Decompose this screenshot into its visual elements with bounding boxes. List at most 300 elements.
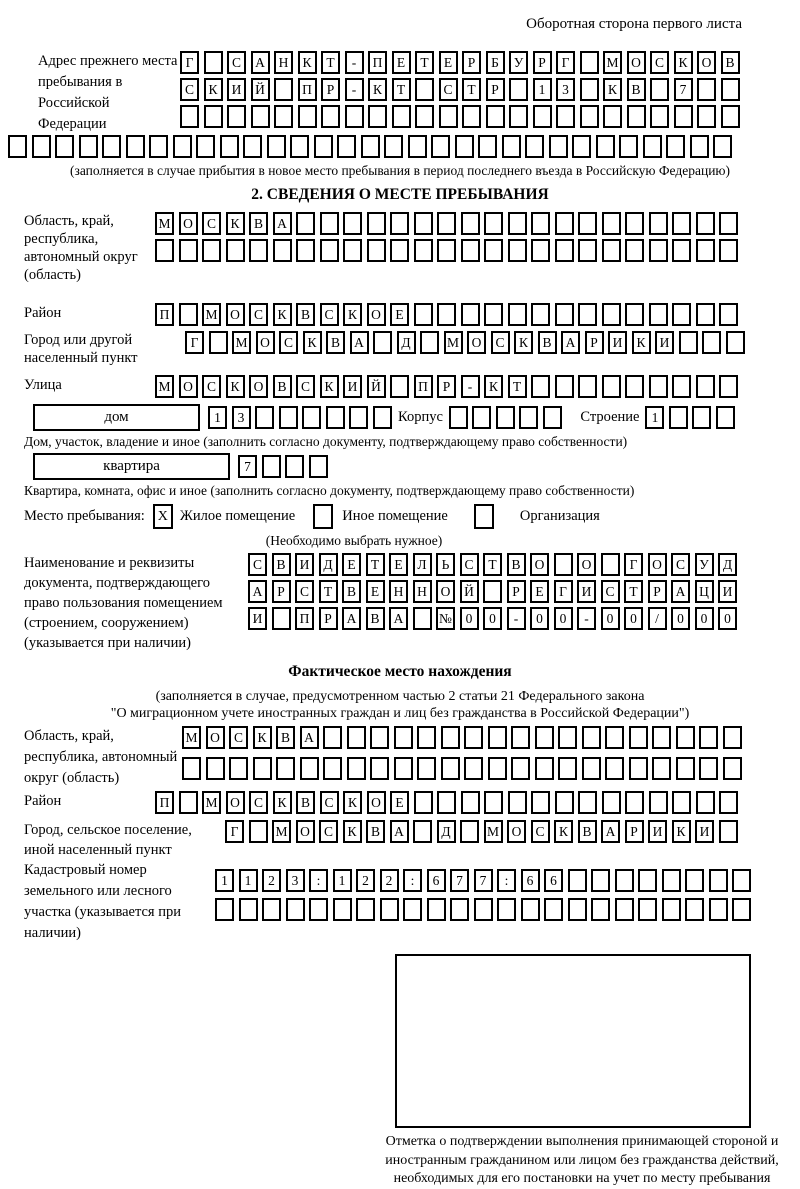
- char-box: [699, 757, 718, 780]
- char-box: [629, 726, 648, 749]
- stay-type-option-zhiloe: Жилое помещение: [179, 508, 296, 524]
- char-box: [676, 726, 695, 749]
- char-box: П: [155, 791, 174, 814]
- char-box: [679, 331, 698, 354]
- char-box: [580, 51, 599, 74]
- char-box: [347, 726, 366, 749]
- char-box: [672, 303, 691, 326]
- char-box: 2: [380, 869, 399, 892]
- char-box: И: [227, 78, 246, 101]
- char-box: М: [232, 331, 251, 354]
- char-box: [555, 212, 574, 235]
- char-box: 7: [450, 869, 469, 892]
- char-box: [555, 375, 574, 398]
- char-box: С: [180, 78, 199, 101]
- char-box: В: [249, 212, 268, 235]
- char-box: [285, 455, 304, 478]
- char-box: [732, 898, 751, 921]
- char-box: Р: [272, 580, 291, 603]
- char-box: Р: [437, 375, 456, 398]
- char-box: [519, 406, 538, 429]
- char-box: 2: [356, 869, 375, 892]
- char-box: [615, 898, 634, 921]
- char-box: [8, 135, 27, 158]
- char-box: [662, 898, 681, 921]
- char-box: О: [467, 331, 486, 354]
- char-box: 1: [333, 869, 352, 892]
- char-box: О: [507, 820, 526, 843]
- char-box: [496, 406, 515, 429]
- char-box: [420, 331, 439, 354]
- char-box: И: [295, 553, 314, 576]
- char-box: [333, 898, 352, 921]
- char-box: Р: [585, 331, 604, 354]
- char-box: [580, 105, 599, 128]
- char-box: [461, 791, 480, 814]
- char-box: [267, 135, 286, 158]
- char-box: [326, 406, 345, 429]
- char-box: [414, 303, 433, 326]
- street-label: Улица: [24, 377, 62, 393]
- char-box: -: [461, 375, 480, 398]
- char-box: -: [577, 607, 596, 630]
- char-box: Л: [413, 553, 432, 576]
- char-box: Т: [366, 553, 385, 576]
- char-box: Й: [367, 375, 386, 398]
- char-box: [674, 105, 693, 128]
- char-box: [227, 105, 246, 128]
- char-box: И: [695, 820, 714, 843]
- char-box: [602, 212, 621, 235]
- char-box: 0: [601, 607, 620, 630]
- char-box: [602, 375, 621, 398]
- char-box: С: [295, 580, 314, 603]
- char-box: [337, 135, 356, 158]
- char-box: А: [251, 51, 270, 74]
- char-box: [709, 898, 728, 921]
- char-box: 1: [645, 406, 664, 429]
- char-box: [638, 869, 657, 892]
- char-box: [676, 757, 695, 780]
- char-box: [380, 898, 399, 921]
- house-note: Дом, участок, владение и иное (заполнить согласно документу, подтверждающему право собственности): [24, 434, 628, 449]
- stay-type-option-org: Организация: [519, 508, 600, 524]
- char-box: В: [326, 331, 345, 354]
- char-box: [472, 406, 491, 429]
- char-box: [719, 239, 738, 262]
- char-box: К: [298, 51, 317, 74]
- char-box: 0: [671, 607, 690, 630]
- stay-type-checkbox-inoe: [313, 504, 333, 529]
- prev-address-row-3: [180, 105, 776, 128]
- char-box: [182, 757, 201, 780]
- char-box: П: [298, 78, 317, 101]
- char-box: [554, 553, 573, 576]
- char-box: Е: [390, 791, 409, 814]
- char-box: [356, 898, 375, 921]
- char-box: 0: [460, 607, 479, 630]
- region-row-2: [155, 239, 776, 262]
- actual-district-field: [24, 791, 776, 818]
- char-box: [650, 78, 669, 101]
- char-box: :: [497, 869, 516, 892]
- actual-city-row: [225, 820, 776, 843]
- char-box: 0: [483, 607, 502, 630]
- char-box: [582, 757, 601, 780]
- char-box: 0: [718, 607, 737, 630]
- char-box: В: [721, 51, 740, 74]
- char-box: [713, 135, 732, 158]
- char-box: К: [303, 331, 322, 354]
- doc-row-1: [248, 553, 776, 576]
- char-box: [652, 726, 671, 749]
- char-box: №: [436, 607, 455, 630]
- char-box: Р: [507, 580, 526, 603]
- char-box: [696, 239, 715, 262]
- char-box: 1: [208, 406, 227, 429]
- char-box: [568, 869, 587, 892]
- char-box: М: [272, 820, 291, 843]
- char-box: [361, 135, 380, 158]
- char-box: [666, 135, 685, 158]
- char-box: [672, 791, 691, 814]
- char-box: [79, 135, 98, 158]
- char-box: Р: [486, 78, 505, 101]
- char-box: [558, 757, 577, 780]
- char-box: [415, 105, 434, 128]
- char-box: 1: [533, 78, 552, 101]
- char-box: А: [342, 607, 361, 630]
- char-box: С: [319, 820, 338, 843]
- char-box: [55, 135, 74, 158]
- char-box: [262, 455, 281, 478]
- char-box: 1: [215, 869, 234, 892]
- cadastral-label: Кадастровый номер земельного или лесного участка (указывается при наличии): [24, 862, 181, 941]
- char-box: Г: [554, 580, 573, 603]
- char-box: У: [695, 553, 714, 576]
- street-field: [24, 375, 776, 402]
- char-box: [441, 757, 460, 780]
- char-box: Р: [462, 51, 481, 74]
- char-box: К: [273, 303, 292, 326]
- char-box: [649, 212, 668, 235]
- char-box: [484, 239, 503, 262]
- house-grid: [208, 406, 396, 429]
- char-box: К: [603, 78, 622, 101]
- char-box: [486, 105, 505, 128]
- char-box: А: [561, 331, 580, 354]
- char-box: В: [578, 820, 597, 843]
- char-box: [262, 898, 281, 921]
- char-box: К: [226, 375, 245, 398]
- char-box: Й: [251, 78, 270, 101]
- char-box: С: [601, 580, 620, 603]
- char-box: [615, 869, 634, 892]
- char-box: В: [627, 78, 646, 101]
- char-box: [723, 757, 742, 780]
- korpus-label: Корпус: [398, 409, 443, 425]
- char-box: [555, 239, 574, 262]
- city-field: [24, 331, 776, 367]
- char-box: А: [248, 580, 267, 603]
- char-box: [511, 757, 530, 780]
- char-box: [696, 375, 715, 398]
- actual-district-row: [155, 791, 776, 814]
- char-box: П: [414, 375, 433, 398]
- char-box: [627, 105, 646, 128]
- char-box: К: [368, 78, 387, 101]
- region-row-1: [155, 212, 776, 235]
- char-box: -: [507, 607, 526, 630]
- doc-field: [24, 553, 776, 653]
- char-box: [484, 791, 503, 814]
- district-row: [155, 303, 776, 326]
- char-box: К: [273, 791, 292, 814]
- char-box: Д: [437, 820, 456, 843]
- char-box: И: [655, 331, 674, 354]
- char-box: О: [530, 553, 549, 576]
- actual-region-row-1: [182, 726, 776, 749]
- char-box: С: [491, 331, 510, 354]
- char-box: [578, 303, 597, 326]
- char-box: [296, 212, 315, 235]
- char-box: С: [650, 51, 669, 74]
- char-box: [638, 898, 657, 921]
- char-box: 6: [544, 869, 563, 892]
- char-box: [255, 406, 274, 429]
- prev-address-row-1: [180, 51, 776, 74]
- char-box: К: [554, 820, 573, 843]
- char-box: 0: [624, 607, 643, 630]
- char-box: О: [367, 791, 386, 814]
- char-box: [502, 135, 521, 158]
- char-box: [619, 135, 638, 158]
- char-box: [441, 726, 460, 749]
- char-box: В: [342, 580, 361, 603]
- prev-address-grid: [180, 51, 776, 132]
- char-box: [417, 757, 436, 780]
- char-box: С: [227, 51, 246, 74]
- char-box: [578, 212, 597, 235]
- char-box: [403, 898, 422, 921]
- char-box: [605, 726, 624, 749]
- char-box: -: [345, 51, 364, 74]
- char-box: [488, 757, 507, 780]
- char-box: [343, 239, 362, 262]
- char-box: [721, 105, 740, 128]
- cadastral-row-1: [215, 869, 776, 892]
- char-box: [531, 239, 550, 262]
- char-box: [625, 375, 644, 398]
- char-box: [721, 78, 740, 101]
- char-box: [602, 239, 621, 262]
- char-box: М: [155, 375, 174, 398]
- char-box: [367, 212, 386, 235]
- char-box: [439, 105, 458, 128]
- char-box: К: [226, 212, 245, 235]
- char-box: [179, 791, 198, 814]
- char-box: [572, 135, 591, 158]
- char-box: 3: [556, 78, 575, 101]
- char-box: [180, 105, 199, 128]
- stay-type-label: Место пребывания:: [24, 508, 145, 524]
- char-box: [497, 898, 516, 921]
- char-box: И: [608, 331, 627, 354]
- char-box: 1: [239, 869, 258, 892]
- house-label-box: дом: [33, 404, 200, 431]
- actual-region-field: [24, 726, 776, 789]
- char-box: :: [403, 869, 422, 892]
- char-box: М: [202, 303, 221, 326]
- actual-location-title: Фактическое место нахождения: [288, 663, 512, 680]
- cadastral-row-2: [215, 898, 776, 921]
- char-box: [716, 406, 735, 429]
- char-box: С: [439, 78, 458, 101]
- char-box: [414, 212, 433, 235]
- house-field: [24, 404, 776, 431]
- char-box: И: [343, 375, 362, 398]
- char-box: О: [436, 580, 455, 603]
- char-box: -: [345, 78, 364, 101]
- char-box: [373, 406, 392, 429]
- char-box: [692, 406, 711, 429]
- region-label: Область, край, республика, автономный округ (область): [24, 213, 138, 283]
- char-box: Е: [389, 553, 408, 576]
- char-box: [413, 820, 432, 843]
- char-box: Ц: [695, 580, 714, 603]
- char-box: [625, 239, 644, 262]
- char-box: [484, 212, 503, 235]
- char-box: [215, 898, 234, 921]
- char-box: [349, 406, 368, 429]
- district-label: Район: [24, 305, 62, 321]
- char-box: Г: [556, 51, 575, 74]
- char-box: А: [300, 726, 319, 749]
- char-box: [367, 239, 386, 262]
- char-box: [279, 406, 298, 429]
- char-box: [204, 51, 223, 74]
- char-box: О: [296, 820, 315, 843]
- actual-location-note-2: "О миграционном учете иностранных граждан и лиц без гражданства в Российской Федерации"): [110, 706, 690, 721]
- char-box: [462, 105, 481, 128]
- char-box: [544, 898, 563, 921]
- char-box: [437, 303, 456, 326]
- char-box: С: [531, 820, 550, 843]
- char-box: [488, 726, 507, 749]
- char-box: Т: [319, 580, 338, 603]
- char-box: [437, 212, 456, 235]
- char-box: С: [249, 791, 268, 814]
- char-box: [202, 239, 221, 262]
- char-box: [464, 757, 483, 780]
- char-box: [413, 607, 432, 630]
- char-box: [662, 869, 681, 892]
- char-box: [290, 135, 309, 158]
- char-box: [533, 105, 552, 128]
- char-box: [650, 105, 669, 128]
- char-box: [272, 607, 291, 630]
- char-box: [602, 791, 621, 814]
- actual-region-row-2: [182, 757, 776, 780]
- char-box: [347, 757, 366, 780]
- char-box: [437, 239, 456, 262]
- char-box: 3: [232, 406, 251, 429]
- char-box: Б: [486, 51, 505, 74]
- confirmation-stamp-caption: Отметка о подтверждении выполнения принимающей стороной и иностранным гражданином или лицом без гражданства действий, необходимых для его постановки на учет по месту пребывания: [385, 1134, 779, 1186]
- actual-region-label: Область, край, республика, автономный округ (область): [24, 728, 178, 786]
- char-box: [531, 303, 550, 326]
- char-box: [309, 898, 328, 921]
- char-box: [368, 105, 387, 128]
- char-box: [511, 726, 530, 749]
- char-box: [414, 791, 433, 814]
- char-box: И: [248, 607, 267, 630]
- prev-address-row-4: [8, 135, 776, 158]
- char-box: Г: [185, 331, 204, 354]
- page-side-note: Оборотная сторона первого листа: [526, 16, 742, 32]
- char-box: [509, 105, 528, 128]
- char-box: :: [309, 869, 328, 892]
- char-box: [605, 757, 624, 780]
- char-box: [461, 212, 480, 235]
- char-box: [697, 105, 716, 128]
- char-box: О: [697, 51, 716, 74]
- char-box: К: [674, 51, 693, 74]
- char-box: [719, 375, 738, 398]
- char-box: [601, 553, 620, 576]
- char-box: [591, 898, 610, 921]
- char-box: С: [296, 375, 315, 398]
- stroenie-label: Строение: [580, 409, 640, 425]
- char-box: [568, 898, 587, 921]
- char-box: С: [320, 791, 339, 814]
- char-box: [206, 757, 225, 780]
- char-box: Е: [390, 303, 409, 326]
- char-box: Д: [397, 331, 416, 354]
- char-box: [535, 726, 554, 749]
- char-box: Г: [180, 51, 199, 74]
- char-box: Е: [530, 580, 549, 603]
- char-box: 3: [286, 869, 305, 892]
- char-box: [603, 105, 622, 128]
- char-box: Р: [533, 51, 552, 74]
- char-box: [460, 820, 479, 843]
- char-box: [726, 331, 745, 354]
- char-box: [478, 135, 497, 158]
- char-box: [543, 406, 562, 429]
- char-box: [179, 303, 198, 326]
- char-box: [602, 303, 621, 326]
- char-box: [323, 726, 342, 749]
- char-box: Г: [624, 553, 643, 576]
- char-box: [249, 239, 268, 262]
- prev-address-label: Адрес прежнего места пребывания в Российской Федерации: [38, 53, 178, 132]
- char-box: [450, 898, 469, 921]
- char-box: [455, 135, 474, 158]
- char-box: С: [229, 726, 248, 749]
- char-box: [298, 105, 317, 128]
- prev-address-section: [24, 51, 776, 135]
- char-box: [126, 135, 145, 158]
- char-box: К: [514, 331, 533, 354]
- char-box: [392, 105, 411, 128]
- char-box: М: [603, 51, 622, 74]
- char-box: [531, 375, 550, 398]
- char-box: А: [350, 331, 369, 354]
- char-box: С: [460, 553, 479, 576]
- char-box: К: [343, 303, 362, 326]
- char-box: 0: [554, 607, 573, 630]
